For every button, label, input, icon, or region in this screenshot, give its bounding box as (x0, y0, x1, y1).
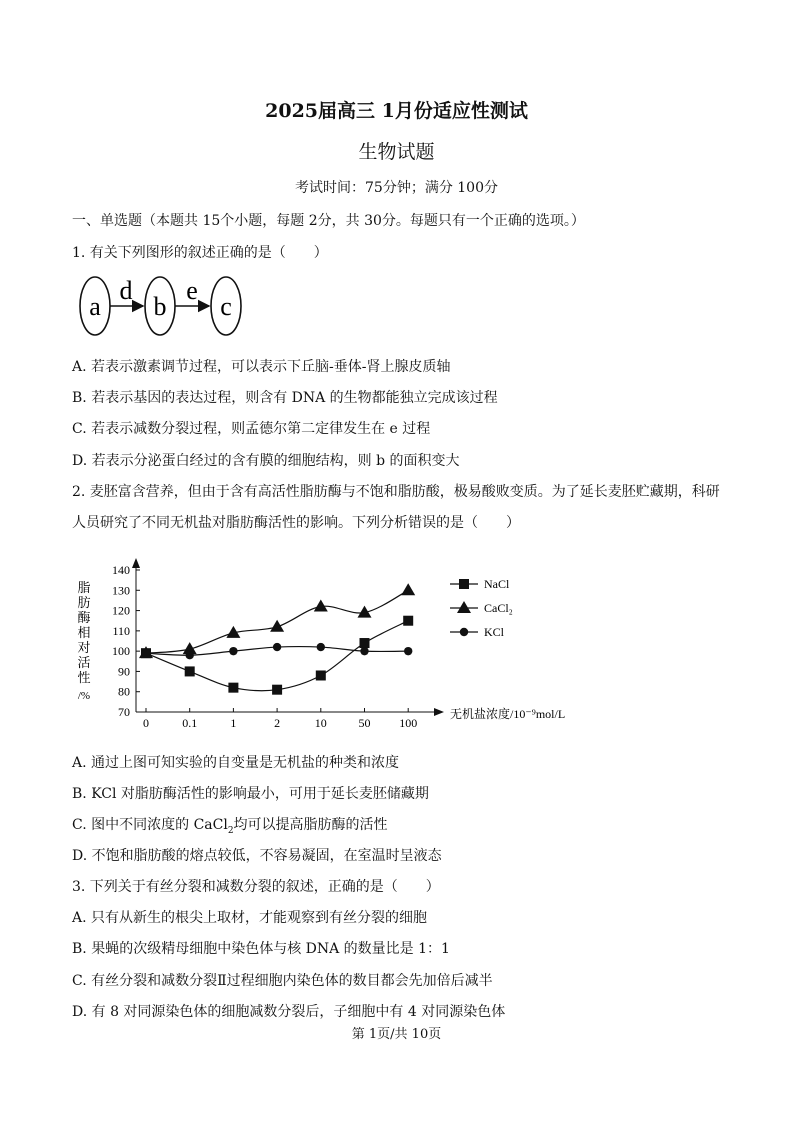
page-footer: 第 1页/共 10页 (351, 1027, 442, 1042)
data-point-square (403, 616, 413, 626)
y-tick-label: 100 (112, 644, 130, 659)
q2-option-c (72, 814, 388, 836)
x-axis-arrow (434, 708, 444, 716)
q3-option-c: C. 有丝分裂和减数分裂Ⅱ过程细胞内染色体的数目都会先加倍后减半 (72, 973, 493, 989)
node-c-label: c (220, 292, 232, 321)
data-point-square (360, 638, 370, 648)
legend-label: KCl (484, 625, 505, 639)
q3-option-b: B. 果蝇的次级精母细胞中染色体与核 DNA 的数量比是 1：1 (72, 941, 450, 957)
q2-option-c-tail: 均可以提高脂肪酶的活性 (233, 817, 388, 833)
y-tick-label: 80 (118, 684, 130, 699)
y-tick-label: 90 (118, 664, 130, 679)
legend-label: CaCl₂ (484, 601, 513, 615)
data-point-circle (229, 647, 237, 655)
legend-marker-triangle (457, 601, 471, 613)
exam-subject: 生物试题 (358, 141, 435, 163)
data-point-circle (186, 651, 194, 659)
x-axis-label: 无机盐浓度/10⁻⁹mol/L (450, 707, 566, 721)
q2-option-d: D. 不饱和脂肪酸的熔点较低，不容易凝固，在室温时呈液态 (72, 848, 442, 864)
data-point-square (272, 685, 282, 695)
legend-label: NaCl (484, 577, 510, 591)
node-a-label: a (89, 292, 101, 321)
data-point-triangle (270, 620, 284, 632)
x-tick-label: 10 (314, 716, 327, 730)
section-heading: 一、单选题（本题共 15个小题，每题 2分，共 30分。每题只有一个正确的选项。） (72, 213, 585, 229)
y-axis-label (77, 580, 90, 702)
q1-flow-diagram (74, 272, 254, 344)
y-axis-label-char: 肪 (77, 595, 91, 610)
data-point-square (185, 666, 195, 676)
x-tick-label: 1 (230, 716, 237, 730)
y-tick-label: 120 (112, 603, 130, 618)
y-axis-label-char: 酶 (77, 610, 91, 625)
data-point-square (316, 670, 326, 680)
q3-option-d: D. 有 8 对同源染色体的细胞减数分裂后，子细胞中有 4 对同源染色体 (72, 1004, 506, 1020)
edge-e-label: e (186, 276, 198, 305)
q1-option-b: B. 若表示基因的表达过程，则含有 DNA 的生物都能独立完成该过程 (72, 390, 498, 406)
y-tick-label: 130 (112, 583, 130, 598)
x-tick-label: 0 (143, 716, 149, 730)
data-point-circle (404, 647, 412, 655)
y-axis-label-char: 脂 (77, 580, 91, 595)
q2-stem-line2: 人员研究了不同无机盐对脂肪酶活性的影响。下列分析错误的是（ ） (72, 515, 520, 531)
x-tick-label: 2 (274, 716, 281, 730)
data-point-circle (360, 647, 368, 655)
chart-svg (72, 550, 612, 730)
q2-stem-line1: 2. 麦胚富含营养，但由于含有高活性脂肪酶与不饱和脂肪酸，极易酸败变质。为了延长麦胚贮藏期，科研 (72, 484, 720, 500)
exam-info: 考试时间：75分钟；满分 100分 (295, 180, 498, 196)
q2-option-b: B. KCl 对脂肪酶活性的影响最小，可用于延长麦胚储藏期 (72, 786, 429, 802)
page-title: 2025届高三 1月份适应性测试 (265, 100, 528, 122)
q3-option-a: A. 只有从新生的根尖上取材，才能观察到有丝分裂的细胞 (72, 910, 428, 926)
q1-stem: 1. 有关下列图形的叙述正确的是（ ） (72, 245, 328, 261)
x-tick-label: 50 (358, 716, 371, 730)
y-axis-label-char: 活 (77, 655, 91, 670)
q3-stem: 3. 下列关于有丝分裂和减数分裂的叙述，正确的是（ ） (72, 879, 440, 895)
q2-option-c-text: C. 图中不同浓度的 CaCl (72, 817, 228, 833)
y-axis-label-char: 相 (77, 625, 91, 640)
q2-option-c-subscript: 2 (227, 825, 234, 836)
data-point-triangle (401, 583, 415, 595)
x-tick-label: 0.1 (182, 716, 198, 730)
data-point-circle (317, 643, 325, 651)
data-point-circle (273, 643, 281, 651)
node-b-label: b (153, 292, 167, 321)
q1-option-a: A. 若表示激素调节过程，可以表示下丘脑-垂体-肾上腺皮质轴 (72, 359, 451, 375)
y-axis-label-char: 对 (77, 640, 91, 655)
data-point-triangle (314, 600, 328, 612)
q1-option-d: D. 若表示分泌蛋白经过的含有膜的细胞结构，则 b 的面积变大 (72, 453, 460, 469)
data-point-circle (142, 649, 150, 657)
q2-option-a: A. 通过上图可知实验的自变量是无机盐的种类和浓度 (72, 755, 400, 771)
y-tick-label: 110 (112, 623, 130, 638)
legend-marker-square (459, 579, 469, 589)
y-axis-label-char: 性 (77, 670, 91, 685)
q1-option-c: C. 若表示减数分裂过程，则孟德尔第二定律发生在 e 过程 (72, 421, 431, 437)
q2-enzyme-activity-chart (72, 550, 612, 734)
data-point-square (228, 683, 238, 693)
y-axis-label-unit: /% (77, 690, 91, 702)
y-tick-label: 140 (112, 563, 130, 577)
y-tick-label: 70 (118, 705, 130, 719)
edge-d-label: d (119, 276, 133, 305)
x-tick-label: 100 (399, 716, 418, 730)
legend-marker-circle (460, 628, 468, 636)
y-axis-arrow (132, 558, 140, 568)
